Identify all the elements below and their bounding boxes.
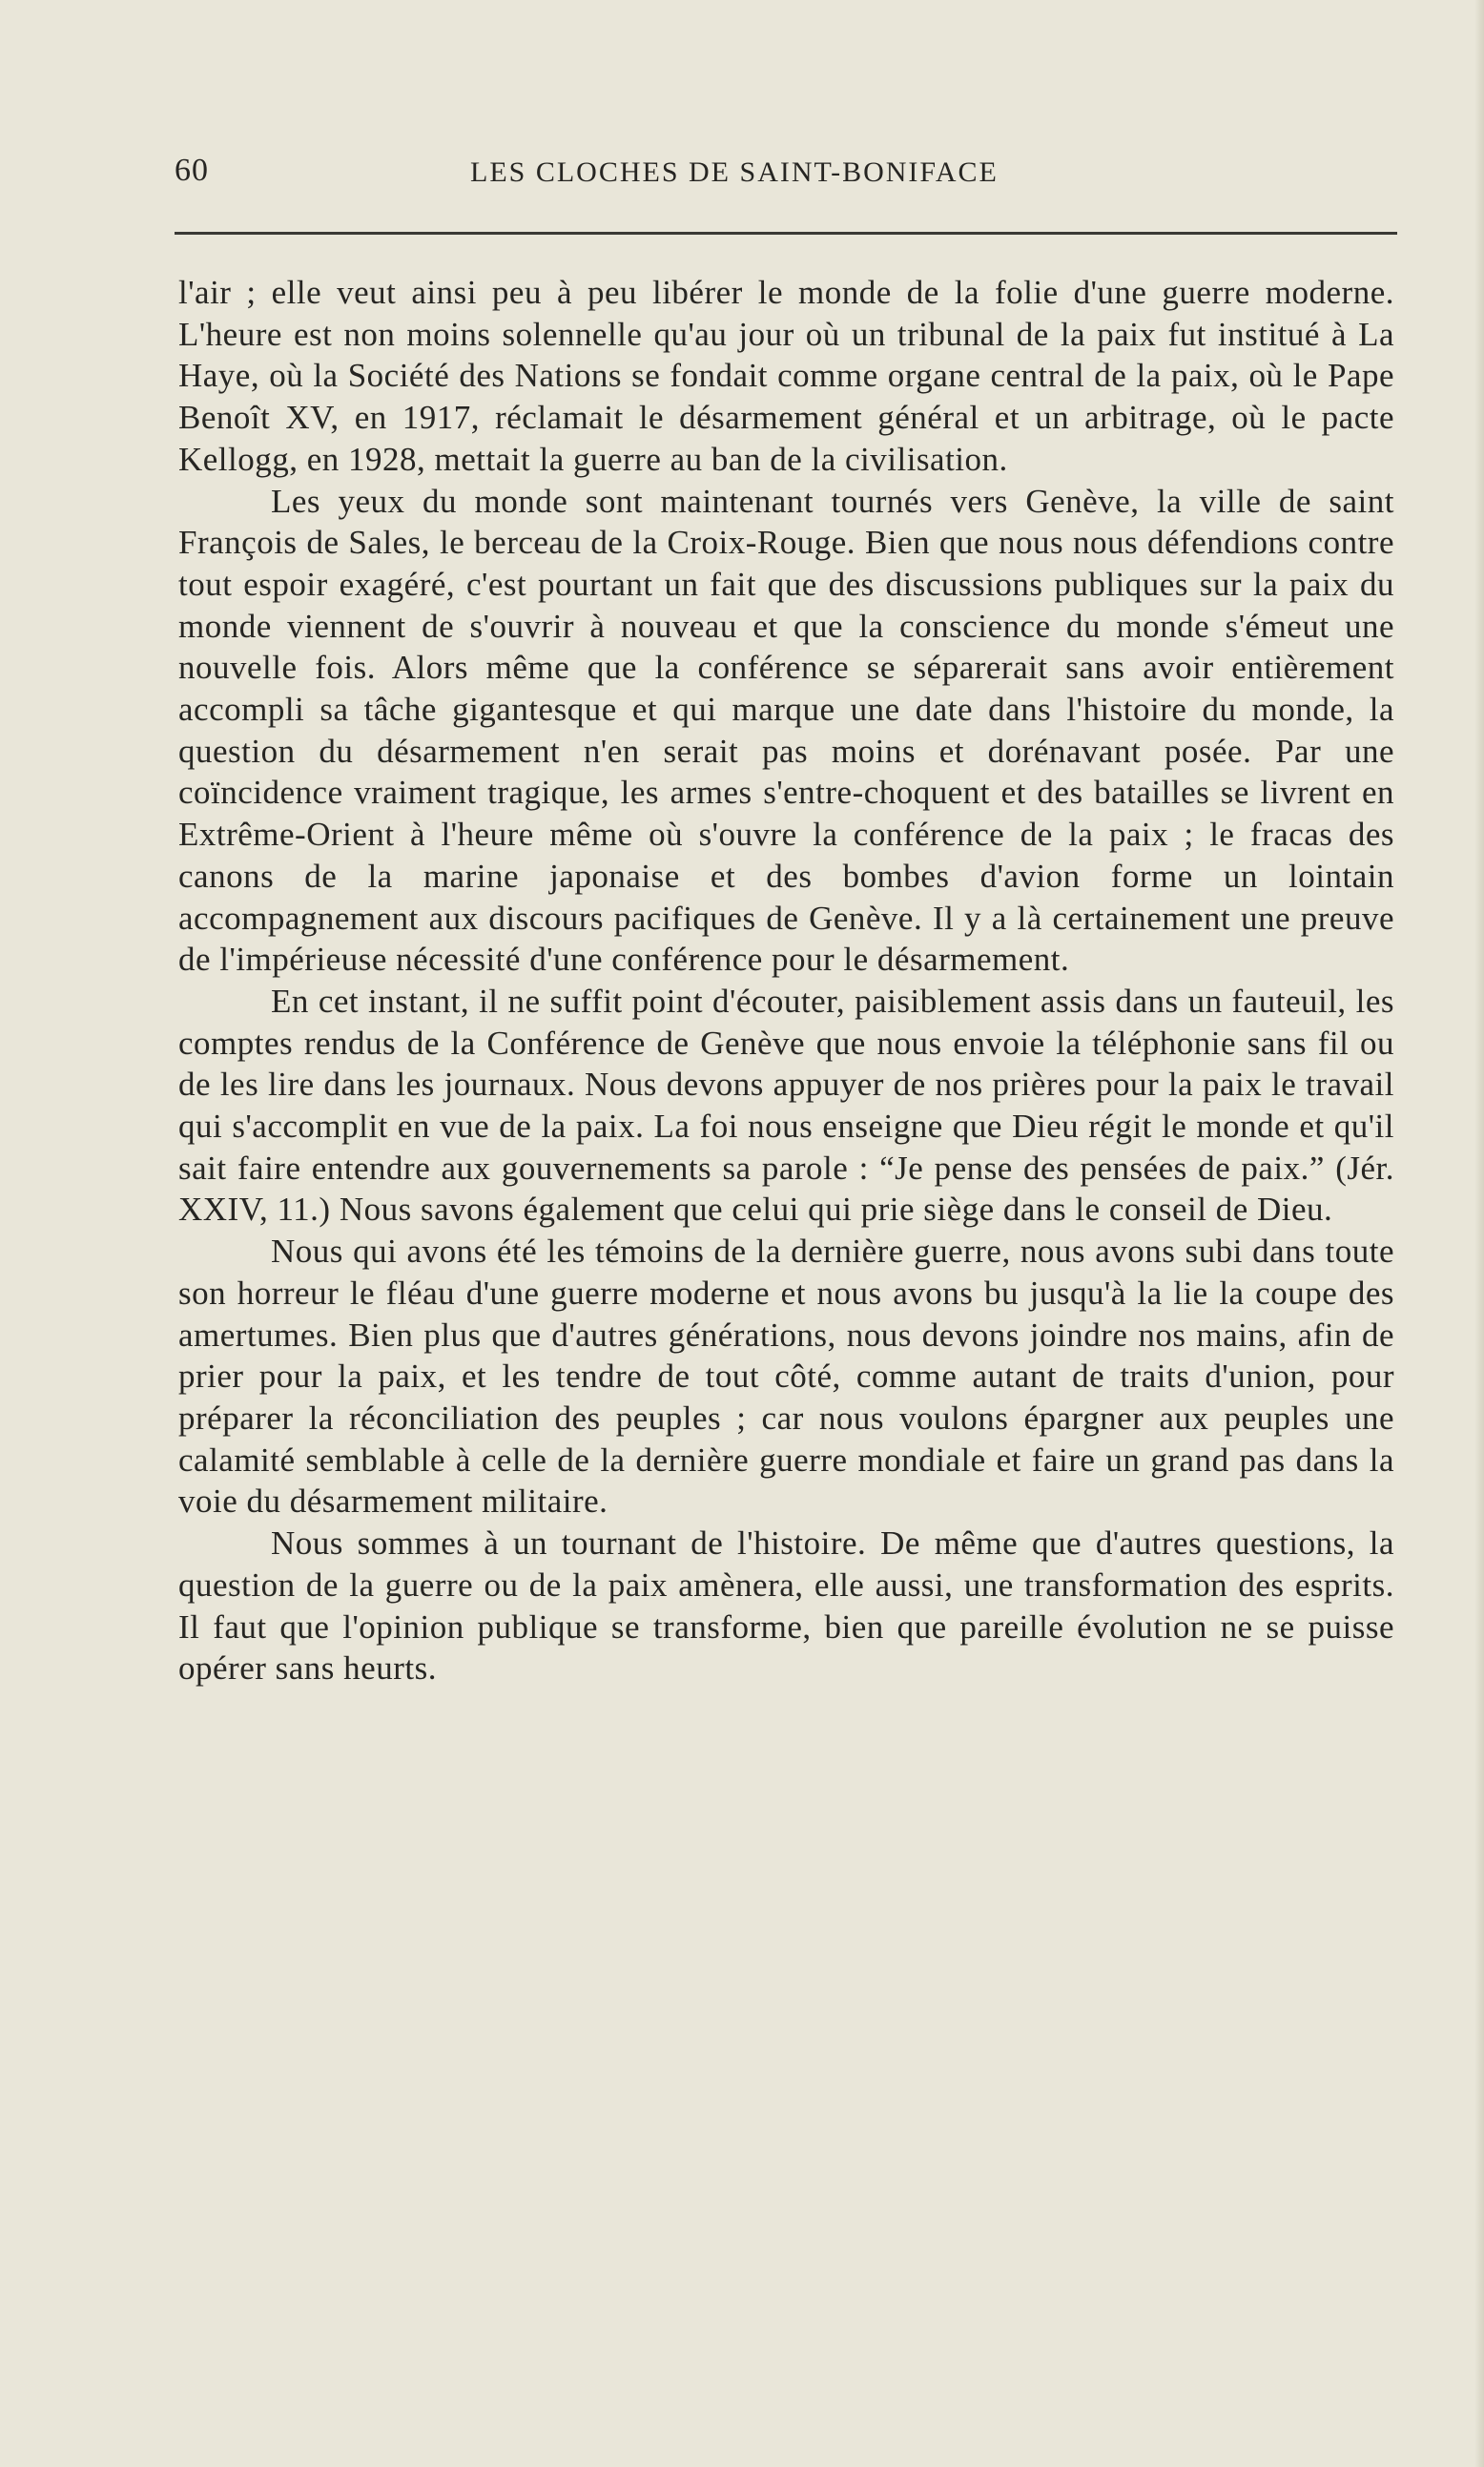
running-title: LES CLOCHES DE SAINT-BONIFACE <box>470 156 999 188</box>
paragraph-1: l'air ; elle veut ainsi peu à peu libérer le monde de la folie d'une guerre moderne. L'heure est non moins solennelle qu'au jour où un tribunal de la paix fut institué à La Haye, où la Société des Nations se fondait comme organe central de la paix, où le Pape Benoît XV, en 1917, réclamait le désarmement général et un arbitrage, où le pacte Kellogg, en 1928, mettait la guerre au ban de la civilisation. <box>178 274 1394 478</box>
page-edge <box>1474 0 1484 2467</box>
paragraph-4: Nous qui avons été les témoins de la dernière guerre, nous avons subi dans toute son horreur le fléau d'une guerre moderne et nous avons bu jusqu'à la lie la coupe des amertumes. Bien plus que d'autres générations, nous devons joindre nos mains, afin de prier pour la paix, et les tendre de tout côté, comme autant de traits d'union, pour préparer la réconciliation des peuples ; car nous voulons épargner aux peuples une calamité semblable à celle de la dernière guerre mondiale et faire un grand pas dans la voie du désarmement militaire. <box>178 1233 1394 1521</box>
paragraph-5: Nous sommes à un tournant de l'histoire. De même que d'autres questions, la question de la guerre ou de la paix amènera, elle aussi, une transformation des esprits. Il faut que l'opinion publique se transforme, bien que pareille évolution ne se puisse opérer sans heurts. <box>178 1524 1394 1688</box>
page-header <box>175 153 1395 200</box>
body-text <box>178 272 1394 1690</box>
header-rule <box>175 232 1397 235</box>
paragraph-3: En cet instant, il ne suffit point d'écouter, paisiblement assis dans un fauteuil, les comptes rendus de la Conférence de Genève que nous envoie la téléphonie sans fil ou de les lire dans les journaux. Nous devons appuyer de nos prières pour la paix le travail qui s'accomplit en vue de la paix. La foi nous enseigne que Dieu régit le monde et qu'il sait faire entendre aux gouvernements sa parole : “Je pense des pensées de paix.” (Jér. XXIV, 11.) Nous savons également que celui qui prie siège dans le conseil de Dieu. <box>178 982 1394 1229</box>
paragraph-2: Les yeux du monde sont maintenant tournés vers Genève, la ville de saint François de Sales, le berceau de la Croix-Rouge. Bien que nous nous défendions contre tout espoir exagéré, c'est pourtant un fait que des discussions publiques sur la paix du monde viennent de s'ouvrir à nouveau et que la conscience du monde s'émeut une nouvelle fois. Alors même que la conférence se séparerait sans avoir entièrement accompli sa tâche gigantesque et qui marque une date dans l'histoire du monde, la question du désarmement n'en serait pas moins et dorénavant posée. Par une coïncidence vraiment tragique, les armes s'entre-choquent et des batailles se livrent en Extrême-Orient à l'heure même où s'ouvre la conférence de la paix ; le fracas des canons de la marine japonaise et des bombes d'avion forme un lointain accompagnement aux discours pacifiques de Genève. Il y a là certainement une preuve de l'impérieuse nécessité d'une conférence pour le désarmement. <box>178 482 1394 979</box>
page-number: 60 <box>175 153 209 188</box>
